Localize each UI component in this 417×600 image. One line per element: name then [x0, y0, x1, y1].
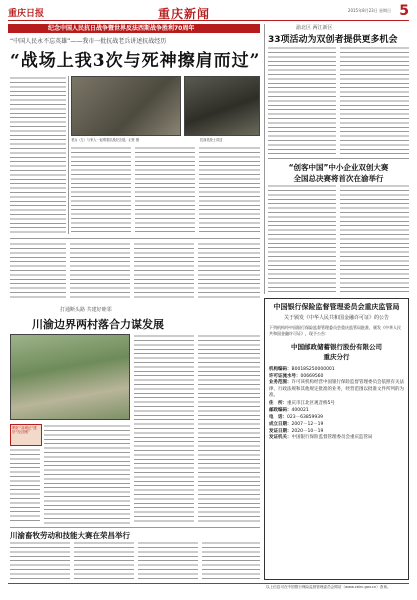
bottom-story-headline: 川渝畜牧劳动和技能大赛在荣昌举行 — [10, 531, 130, 540]
field-value: 00669560 — [300, 374, 324, 379]
field-value: 许可该机构经营中国银行保险监督管理委员会依照有关法律、行政法规和其他规定批准的业务，经营范围以批准文件所列的为准。 — [269, 380, 404, 398]
field-row — [269, 400, 404, 407]
bottom-story-body-3 — [138, 541, 198, 579]
field-row — [269, 366, 404, 373]
masthead — [8, 3, 409, 21]
field-value: 2007－12－19 — [291, 421, 324, 427]
notice-intro: 下列机构经中国银行保险监督管理委员会重庆监管局批准，颁发《中华人民共和国金融许可证》，现予公告： — [269, 325, 401, 336]
field-label: 发证机关： — [269, 434, 292, 440]
village-aerial-photo — [10, 334, 130, 420]
feature-headline: “战场上我3次与死神擦肩而过” — [10, 51, 261, 71]
right-top-body-1 — [268, 46, 336, 156]
photo-caption-portrait: 抗战老战士讲述 — [200, 138, 223, 142]
mid-left-body-2 — [70, 242, 130, 300]
feature-subhead: “中国人民永不忘英雄”——我市一批抗战老兵讲述抗战经历 — [10, 38, 167, 45]
field-row — [269, 373, 404, 380]
field-label: 邮政编码： — [269, 407, 292, 413]
field-row — [269, 428, 404, 435]
sidebar-label: 唱好“双城记”建好“经济圈” — [12, 426, 37, 434]
field-label: 机构编码： — [269, 367, 292, 372]
feature-photo-main — [71, 76, 181, 136]
mid-left-body-1 — [10, 242, 66, 300]
notice-company: 中国邮政储蓄银行股份有限公司 — [291, 343, 382, 351]
field-label: 许可证流水号： — [269, 374, 301, 379]
notice-footer-text: 以上信息可在中国银行保险监督管理委员会网站（www.cbirc.gov.cn）查询。 — [266, 585, 391, 589]
field-value: B0018S250000001 — [291, 367, 335, 372]
field-value: 023－63859939 — [287, 414, 323, 420]
page-footer — [8, 583, 409, 593]
newspaper-brand: 重庆日报 — [8, 9, 45, 19]
field-value: 2020－10－19 — [291, 428, 324, 434]
bottom-story-body-4 — [202, 541, 260, 579]
feature-body-column-4 — [199, 146, 260, 234]
field-row — [269, 435, 404, 442]
sidebar-label-box — [10, 424, 42, 446]
bottom-story-divider — [10, 527, 260, 528]
field-label: 住 所： — [269, 400, 287, 406]
right-top-body-2 — [340, 46, 409, 156]
right-top-kicker: 渝北区 两江新区 — [296, 25, 333, 31]
bottom-story-body-1 — [10, 541, 70, 579]
right-column-divider — [264, 24, 265, 294]
field-row — [269, 421, 404, 428]
lower-left-body-4 — [10, 448, 40, 524]
notice-fields — [269, 366, 404, 441]
feature-body-column-3 — [135, 146, 195, 234]
lower-left-body-3 — [198, 334, 260, 524]
photo-caption-main: 老兵（左）与家人一起观看抗战纪念展。记者 摄 — [71, 138, 139, 142]
right-mid-headline-2: 全国总决赛将首次在渝举行 — [293, 174, 384, 183]
field-row — [269, 414, 404, 421]
dateline: 2015年8月23日 星期日 — [347, 8, 391, 13]
section-divider — [10, 238, 260, 239]
right-mid-divider — [268, 158, 409, 159]
field-value: 400021 — [291, 407, 309, 413]
feature-body-column-1 — [10, 76, 66, 234]
field-label: 电 话： — [269, 414, 287, 420]
mid-left-body-3 — [134, 242, 194, 300]
field-value: 重庆市江北区观音桥5号 — [287, 400, 335, 406]
lower-left-headline: 川渝边界两村落合力谋发展 — [32, 318, 164, 331]
notice-ad — [264, 298, 409, 580]
mid-left-body-4 — [198, 242, 260, 300]
lower-left-body-2 — [134, 334, 194, 524]
section-title: 重庆新闻 — [158, 7, 211, 21]
right-mid-body-2 — [340, 184, 409, 294]
feature-body-column-2 — [71, 146, 131, 234]
anniversary-band: 纪念中国人民抗日战争暨世界反法西斯战争胜利70周年 — [8, 24, 260, 33]
field-label: 业务范围： — [269, 380, 292, 385]
field-row — [269, 380, 404, 400]
field-label: 发证日期： — [269, 428, 292, 434]
notice-subtitle: 关于颁发《中华人民共和国金融许可证》的公告 — [283, 315, 389, 321]
right-mid-headline-1: “创客中国”中小企业双创大赛 — [288, 163, 389, 172]
page-number: 5 — [399, 3, 409, 19]
column-divider — [68, 76, 69, 234]
right-mid-body-1 — [268, 184, 336, 294]
right-mid-headline-block — [268, 162, 409, 184]
right-top-headline: 33项活动为双创者提供更多机会 — [268, 35, 398, 45]
field-value: 中国银行保险监督管理委员会重庆监管局 — [291, 434, 373, 440]
notice-title: 中国银行保险监督管理委员会重庆监管局 — [273, 303, 400, 311]
lower-left-body-1 — [44, 424, 130, 524]
notice-branch: 重庆分行 — [323, 353, 350, 361]
field-label: 成立日期： — [269, 421, 292, 427]
bottom-story-body-2 — [74, 541, 134, 579]
field-row — [269, 407, 404, 414]
lower-left-kicker: 打通断头路 共建好睦邻 — [60, 307, 112, 313]
feature-photo-portrait — [184, 76, 260, 136]
